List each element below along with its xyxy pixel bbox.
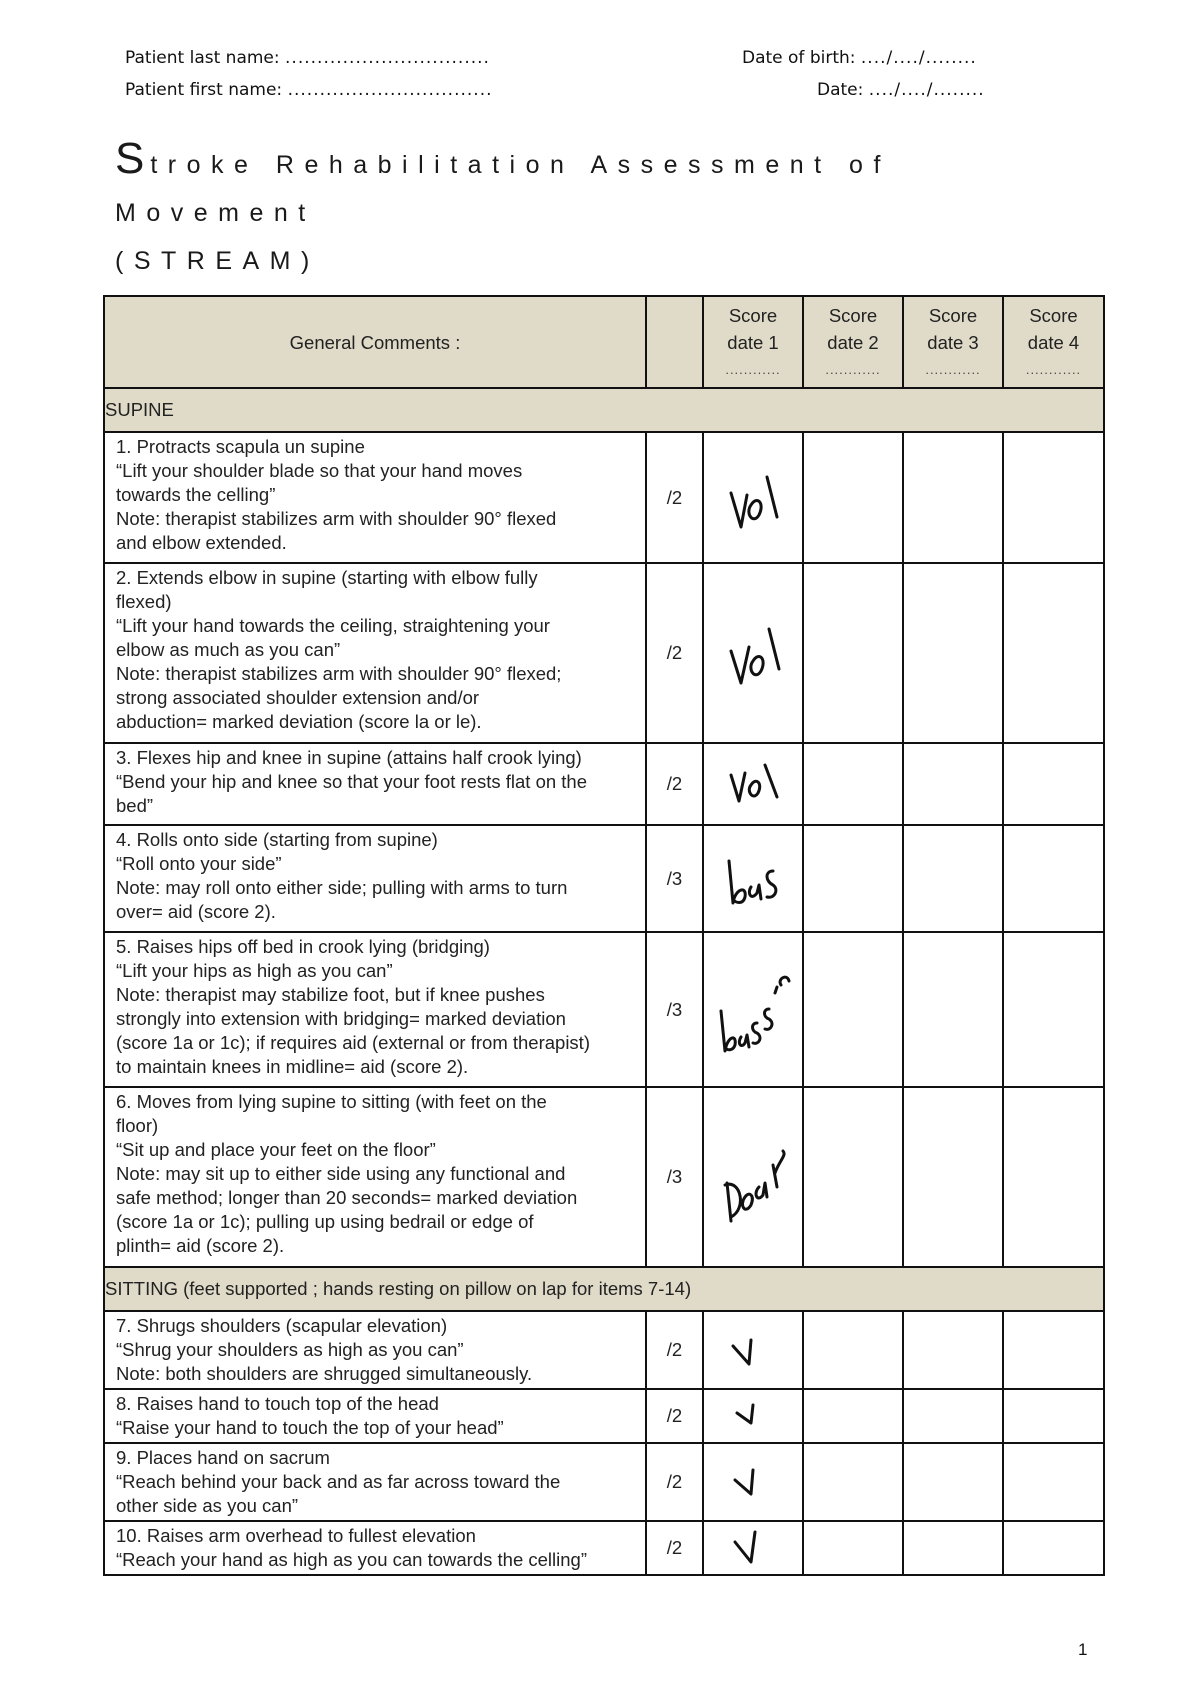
assessment-table [103,295,1105,1576]
item-description: 5. Raises hips off bed in crook lying (bridging) “Lift your hips as high as you can” Note: therapist may stabilize foot, but if knee pushes strongly into extension with bridging= marked deviation (score 1a or 1c); if requires aid (external or from therapist) to maintain knees in midline= aid (score 2). [104,932,646,1087]
patient-first-name-field [125,80,493,100]
patient-last-name-dots: ................................ [285,48,490,68]
date-dots: ..../..../........ [868,80,985,100]
score-date-2-cell[interactable] [803,563,903,743]
score-date-1-cell[interactable] [703,743,803,825]
max-score-header [646,296,703,388]
score-date-3-header: Score date 3 ............ [903,296,1003,388]
table-row [104,825,1104,932]
section-label-sitting: SITTING (feet supported ; hands resting on pillow on lap for items 7-14) [104,1267,1104,1311]
score-date-1-cell[interactable] [703,563,803,743]
score-date-1-cell[interactable] [703,1443,803,1521]
score-date-4-header: Score date 4 ............ [1003,296,1104,388]
item-description: 2. Extends elbow in supine (starting with elbow fully flexed) “Lift your hand towards the ceiling, straightening your elbow as much as you can” Note: therapist stabilizes arm with shoulder 90° flexed; strong associated shoulder extension and/or abduction= marked deviation (score la or le). [104,563,646,743]
general-comments-header: General Comments : [104,296,646,388]
handwritten-score-mark [721,841,785,911]
item-description: 3. Flexes hip and knee in supine (attains half crook lying) “Bend your hip and knee so that your foot rests flat on the bed” [104,743,646,825]
score-date-4-cell[interactable] [1003,432,1104,563]
score-date-2-cell[interactable] [803,432,903,563]
section-label-supine: SUPINE [104,388,1104,432]
item-max-score: /2 [646,563,703,743]
score-date-2-cell[interactable] [803,1087,903,1267]
score-date-2-cell[interactable] [803,743,903,825]
score-date-1-cell[interactable] [703,1311,803,1389]
patient-last-name-field [125,48,490,68]
score-date-4-cell[interactable] [1003,563,1104,743]
score-date-2-cell[interactable] [803,1311,903,1389]
score-date-1-cell[interactable] [703,1389,803,1443]
date-of-birth-dots: ..../..../........ [860,48,977,68]
title-line2: (STREAM) [115,247,320,275]
score-date-2-cell[interactable] [803,932,903,1087]
item-max-score: /2 [646,1389,703,1443]
score-date-1-cell[interactable] [703,1087,803,1267]
score-date-3-cell[interactable] [903,563,1003,743]
score-date-2-cell[interactable] [803,1443,903,1521]
date-of-birth-field [742,48,977,68]
item-max-score: /2 [646,743,703,825]
score-date-2-cell[interactable] [803,1389,903,1443]
score-date-3-cell[interactable] [903,1311,1003,1389]
date-field [817,80,985,100]
table-row [104,432,1104,563]
table-row [104,1443,1104,1521]
page-title [115,135,1105,285]
patient-first-name-label: Patient first name: [125,80,283,100]
item-max-score: /3 [646,932,703,1087]
item-max-score: /2 [646,432,703,563]
handwritten-score-mark [723,1326,783,1370]
section-row-supine [104,388,1104,432]
item-max-score: /2 [646,1311,703,1389]
score-date-4-cell[interactable] [1003,932,1104,1087]
score-date-3-cell[interactable] [903,1087,1003,1267]
score-date-4-cell[interactable] [1003,825,1104,932]
table-row [104,563,1104,743]
table-row [104,1389,1104,1443]
score-date-4-cell[interactable] [1003,1087,1104,1267]
score-date-3-cell[interactable] [903,825,1003,932]
table-row [104,932,1104,1087]
score-date-3-cell[interactable] [903,1521,1003,1575]
score-date-3-cell[interactable] [903,743,1003,825]
handwritten-score-mark [723,455,783,535]
handwritten-score-mark [723,611,783,691]
score-date-1-cell[interactable] [703,432,803,563]
table-row [104,743,1104,825]
score-date-1-cell[interactable] [703,1521,803,1575]
score-date-1-cell[interactable] [703,825,803,932]
handwritten-score-mark [717,1125,789,1225]
score-date-4-cell[interactable] [1003,743,1104,825]
item-max-score: /2 [646,1521,703,1575]
handwritten-score-mark [723,757,783,807]
item-description: 8. Raises hand to touch top of the head “Raise your hand to touch the top of your head” [104,1389,646,1443]
title-line1: troke Rehabilitation Assessment of Movement [115,151,891,227]
score-date-1-cell[interactable] [703,932,803,1087]
score-date-2-cell[interactable] [803,825,903,932]
patient-last-name-label: Patient last name: [125,48,280,68]
item-description: 1. Protracts scapula un supine “Lift your shoulder blade so that your hand moves towards the celling” Note: therapist stabilizes arm with shoulder 90° flexed and elbow extended. [104,432,646,563]
handwritten-score-mark [713,957,793,1057]
score-date-4-cell[interactable] [1003,1443,1104,1521]
table-row [104,1311,1104,1389]
item-max-score: /2 [646,1443,703,1521]
item-description: 10. Raises arm overhead to fullest elevation “Reach your hand as high as you can towards the celling” [104,1521,646,1575]
score-date-3-cell[interactable] [903,1443,1003,1521]
date-label: Date: [817,80,864,100]
item-description: 7. Shrugs shoulders (scapular elevation) “Shrug your shoulders as high as you can” Note: both shoulders are shrugged simultaneously. [104,1311,646,1389]
table-header-row [104,296,1104,388]
item-description: 9. Places hand on sacrum “Reach behind your back and as far across toward the other side as you can” [104,1443,646,1521]
table-row [104,1087,1104,1267]
item-max-score: /3 [646,1087,703,1267]
section-row-sitting [104,1267,1104,1311]
table-row [104,1521,1104,1575]
item-description: 6. Moves from lying supine to sitting (with feet on the floor) “Sit up and place your feet on the floor” Note: may sit up to either side using any functional and safe method; longer than 20 seconds= marked deviation (score 1a or 1c); pulling up using bedrail or edge of plinth= aid (score 2). [104,1087,646,1267]
score-date-4-cell[interactable] [1003,1311,1104,1389]
score-date-1-header: Score date 1 ............ [703,296,803,388]
score-date-3-cell[interactable] [903,932,1003,1087]
score-date-3-cell[interactable] [903,432,1003,563]
date-of-birth-label: Date of birth: [742,48,856,68]
score-date-2-cell[interactable] [803,1521,903,1575]
handwritten-score-mark [723,1458,783,1502]
handwritten-score-mark [723,1524,783,1568]
patient-first-name-dots: ................................ [287,80,493,100]
page-number: 1 [1078,1640,1088,1659]
handwritten-score-mark [723,1397,783,1431]
title-initial: S [115,134,151,183]
score-date-4-cell[interactable] [1003,1521,1104,1575]
item-description: 4. Rolls onto side (starting from supine) “Roll onto your side” Note: may roll onto either side; pulling with arms to turn over= aid (score 2). [104,825,646,932]
item-max-score: /3 [646,825,703,932]
score-date-2-header: Score date 2 ............ [803,296,903,388]
score-date-4-cell[interactable] [1003,1389,1104,1443]
score-date-3-cell[interactable] [903,1389,1003,1443]
